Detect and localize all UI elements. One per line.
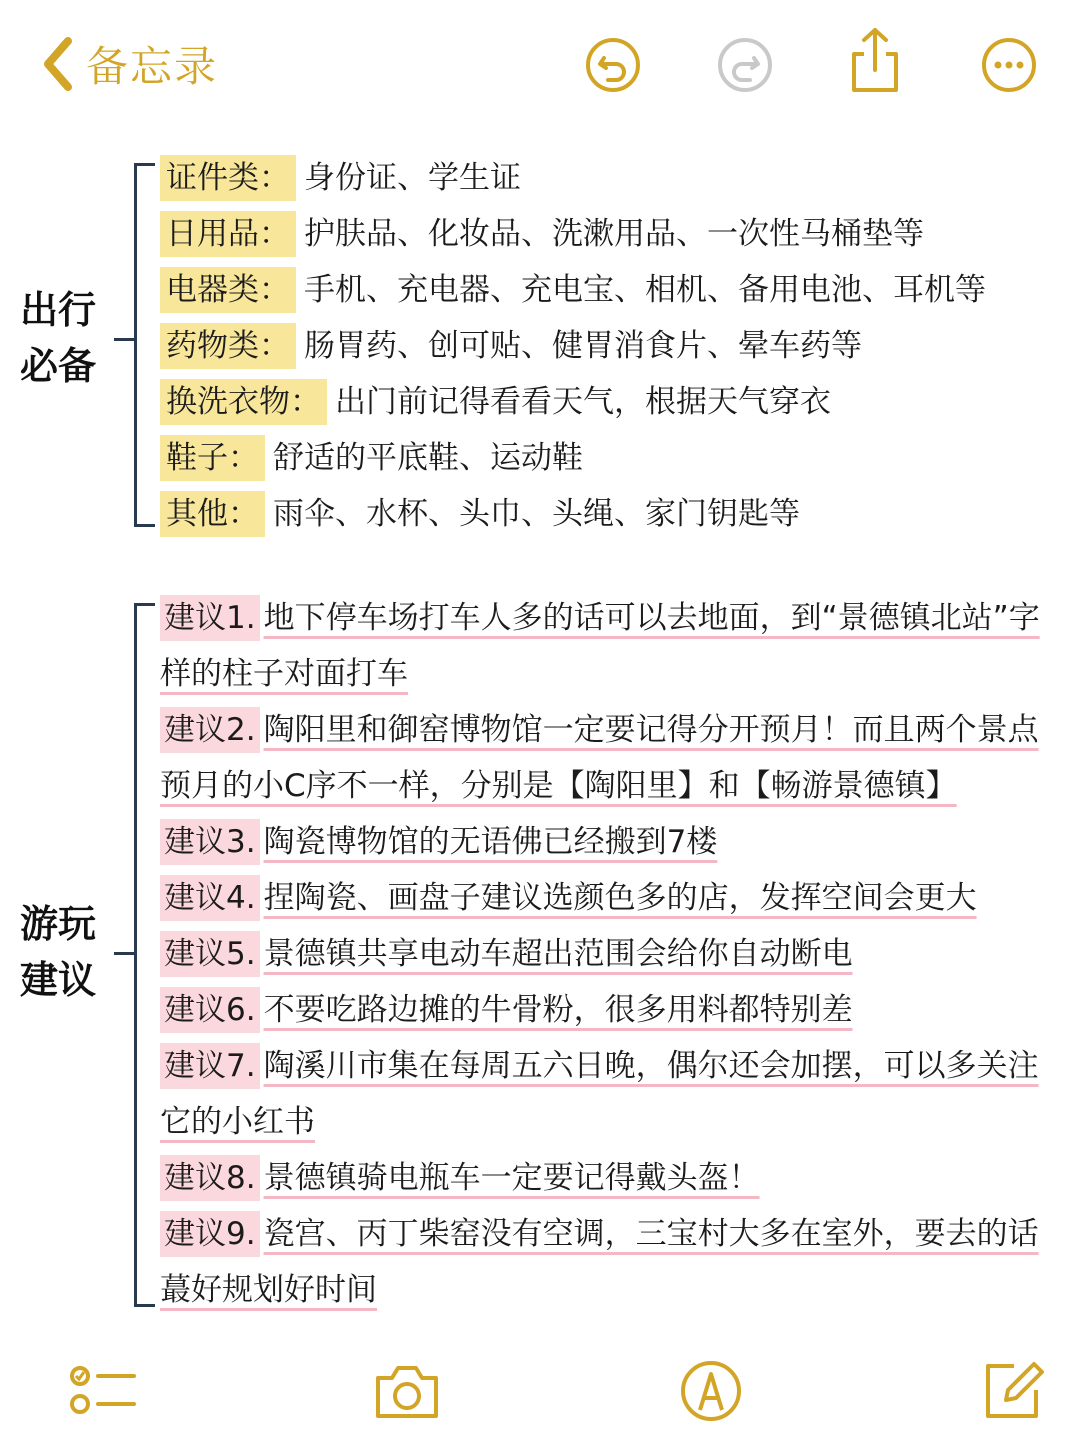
more-icon (980, 36, 1038, 94)
markup-button[interactable] (676, 1356, 746, 1426)
tip-text: 陶瓷博物馆的无语佛已经搬到7楼 (263, 824, 718, 860)
list-item (160, 374, 831, 430)
tips-label-line2: 建议 (20, 958, 97, 1002)
top-bar (0, 0, 1080, 130)
category-items: 肠胃药、创可贴、健胃消食片、晕车药等 (304, 328, 862, 364)
list-item (160, 318, 862, 374)
list-item (160, 486, 800, 542)
packing-label-line2: 必备 (20, 344, 97, 388)
tip-item (160, 982, 1050, 1038)
packing-label (20, 282, 110, 394)
list-item (160, 150, 521, 206)
tip-text: 景德镇骑电瓶车一定要记得戴头盔！ (263, 1160, 760, 1196)
category-items: 护肤品、化妆品、洗漱用品、一次性马桶垫等 (304, 216, 924, 252)
chevron-left-icon (40, 35, 74, 93)
category-label: 药物类： (160, 323, 296, 369)
tip-item (160, 1038, 1050, 1150)
tip-text: 捏陶瓷、画盘子建议选颜色多的店，发挥空间会更大 (263, 880, 977, 916)
compose-icon (978, 1356, 1048, 1426)
tip-item (160, 870, 1050, 926)
tip-tag: 建议8. (160, 1155, 260, 1201)
more-button[interactable] (980, 36, 1038, 94)
tip-tag: 建议6. (160, 987, 260, 1033)
tip-text: 地下停车场打车人多的话可以去地面，到“景德镇北站”字样的柱子对面打车 (160, 600, 1040, 692)
tip-item (160, 1206, 1050, 1318)
tip-tag: 建议2. (160, 707, 260, 753)
list-item (160, 262, 986, 318)
category-label: 换洗衣物： (160, 379, 327, 425)
back-button[interactable] (40, 34, 218, 94)
list-item (160, 430, 583, 486)
category-label: 鞋子： (160, 435, 265, 481)
packing-bracket (134, 163, 155, 527)
category-label: 证件类： (160, 155, 296, 201)
share-button[interactable] (846, 26, 904, 94)
tip-tag: 建议5. (160, 931, 260, 977)
category-label: 其他： (160, 491, 265, 537)
category-label: 日用品： (160, 211, 296, 257)
packing-label-line1: 出行 (20, 288, 97, 332)
redo-button[interactable] (716, 36, 774, 94)
tip-item (160, 1150, 1050, 1206)
markup-pen-icon (676, 1356, 746, 1426)
undo-icon (584, 36, 642, 94)
tip-text: 不要吃路边摊的牛骨粉，很多用料都特别差 (263, 992, 853, 1028)
tip-text: 景德镇共享电动车超出范围会给你自动断电 (263, 936, 853, 972)
redo-icon (716, 36, 774, 94)
tip-tag: 建议1. (160, 595, 260, 641)
tips-bracket-tick (114, 952, 134, 955)
tip-text: 陶阳里和御窑博物馆一定要记得分开预月！而且两个景点预月的小C序不一样，分别是【陶阳里】和【畅游景德镇】 (160, 712, 1039, 804)
packing-bracket-tick (114, 338, 134, 341)
compose-button[interactable] (978, 1356, 1048, 1426)
checklist-button[interactable] (68, 1356, 138, 1426)
tip-item (160, 590, 1050, 702)
tips-label (20, 896, 110, 1008)
category-items: 出门前记得看看天气，根据天气穿衣 (335, 384, 831, 420)
tip-tag: 建议7. (160, 1043, 260, 1089)
category-items: 雨伞、水杯、头巾、头绳、家门钥匙等 (273, 496, 800, 532)
checklist-icon (68, 1356, 138, 1426)
tip-tag: 建议4. (160, 875, 260, 921)
tip-item (160, 814, 1050, 870)
tips-label-line1: 游玩 (20, 902, 97, 946)
back-label: 备忘录 (86, 42, 219, 91)
category-label: 电器类： (160, 267, 296, 313)
category-items: 手机、充电器、充电宝、相机、备用电池、耳机等 (304, 272, 986, 308)
tip-tag: 建议9. (160, 1211, 260, 1257)
tips-bracket (134, 603, 155, 1307)
list-item (160, 206, 924, 262)
tip-item (160, 926, 1050, 982)
undo-button[interactable] (584, 36, 642, 94)
category-items: 舒适的平底鞋、运动鞋 (273, 440, 583, 476)
tip-tag: 建议3. (160, 819, 260, 865)
camera-icon (372, 1356, 442, 1426)
camera-button[interactable] (372, 1356, 442, 1426)
category-items: 身份证、学生证 (304, 160, 521, 196)
tip-text: 瓷宫、丙丁柴窑没有空调，三宝村大多在室外，要去的话蕞好规划好时间 (160, 1216, 1039, 1308)
tip-text: 陶溪川市集在每周五六日晚，偶尔还会加摆，可以多关注它的小红书 (160, 1048, 1039, 1140)
share-icon (846, 26, 904, 94)
tip-item (160, 702, 1050, 814)
